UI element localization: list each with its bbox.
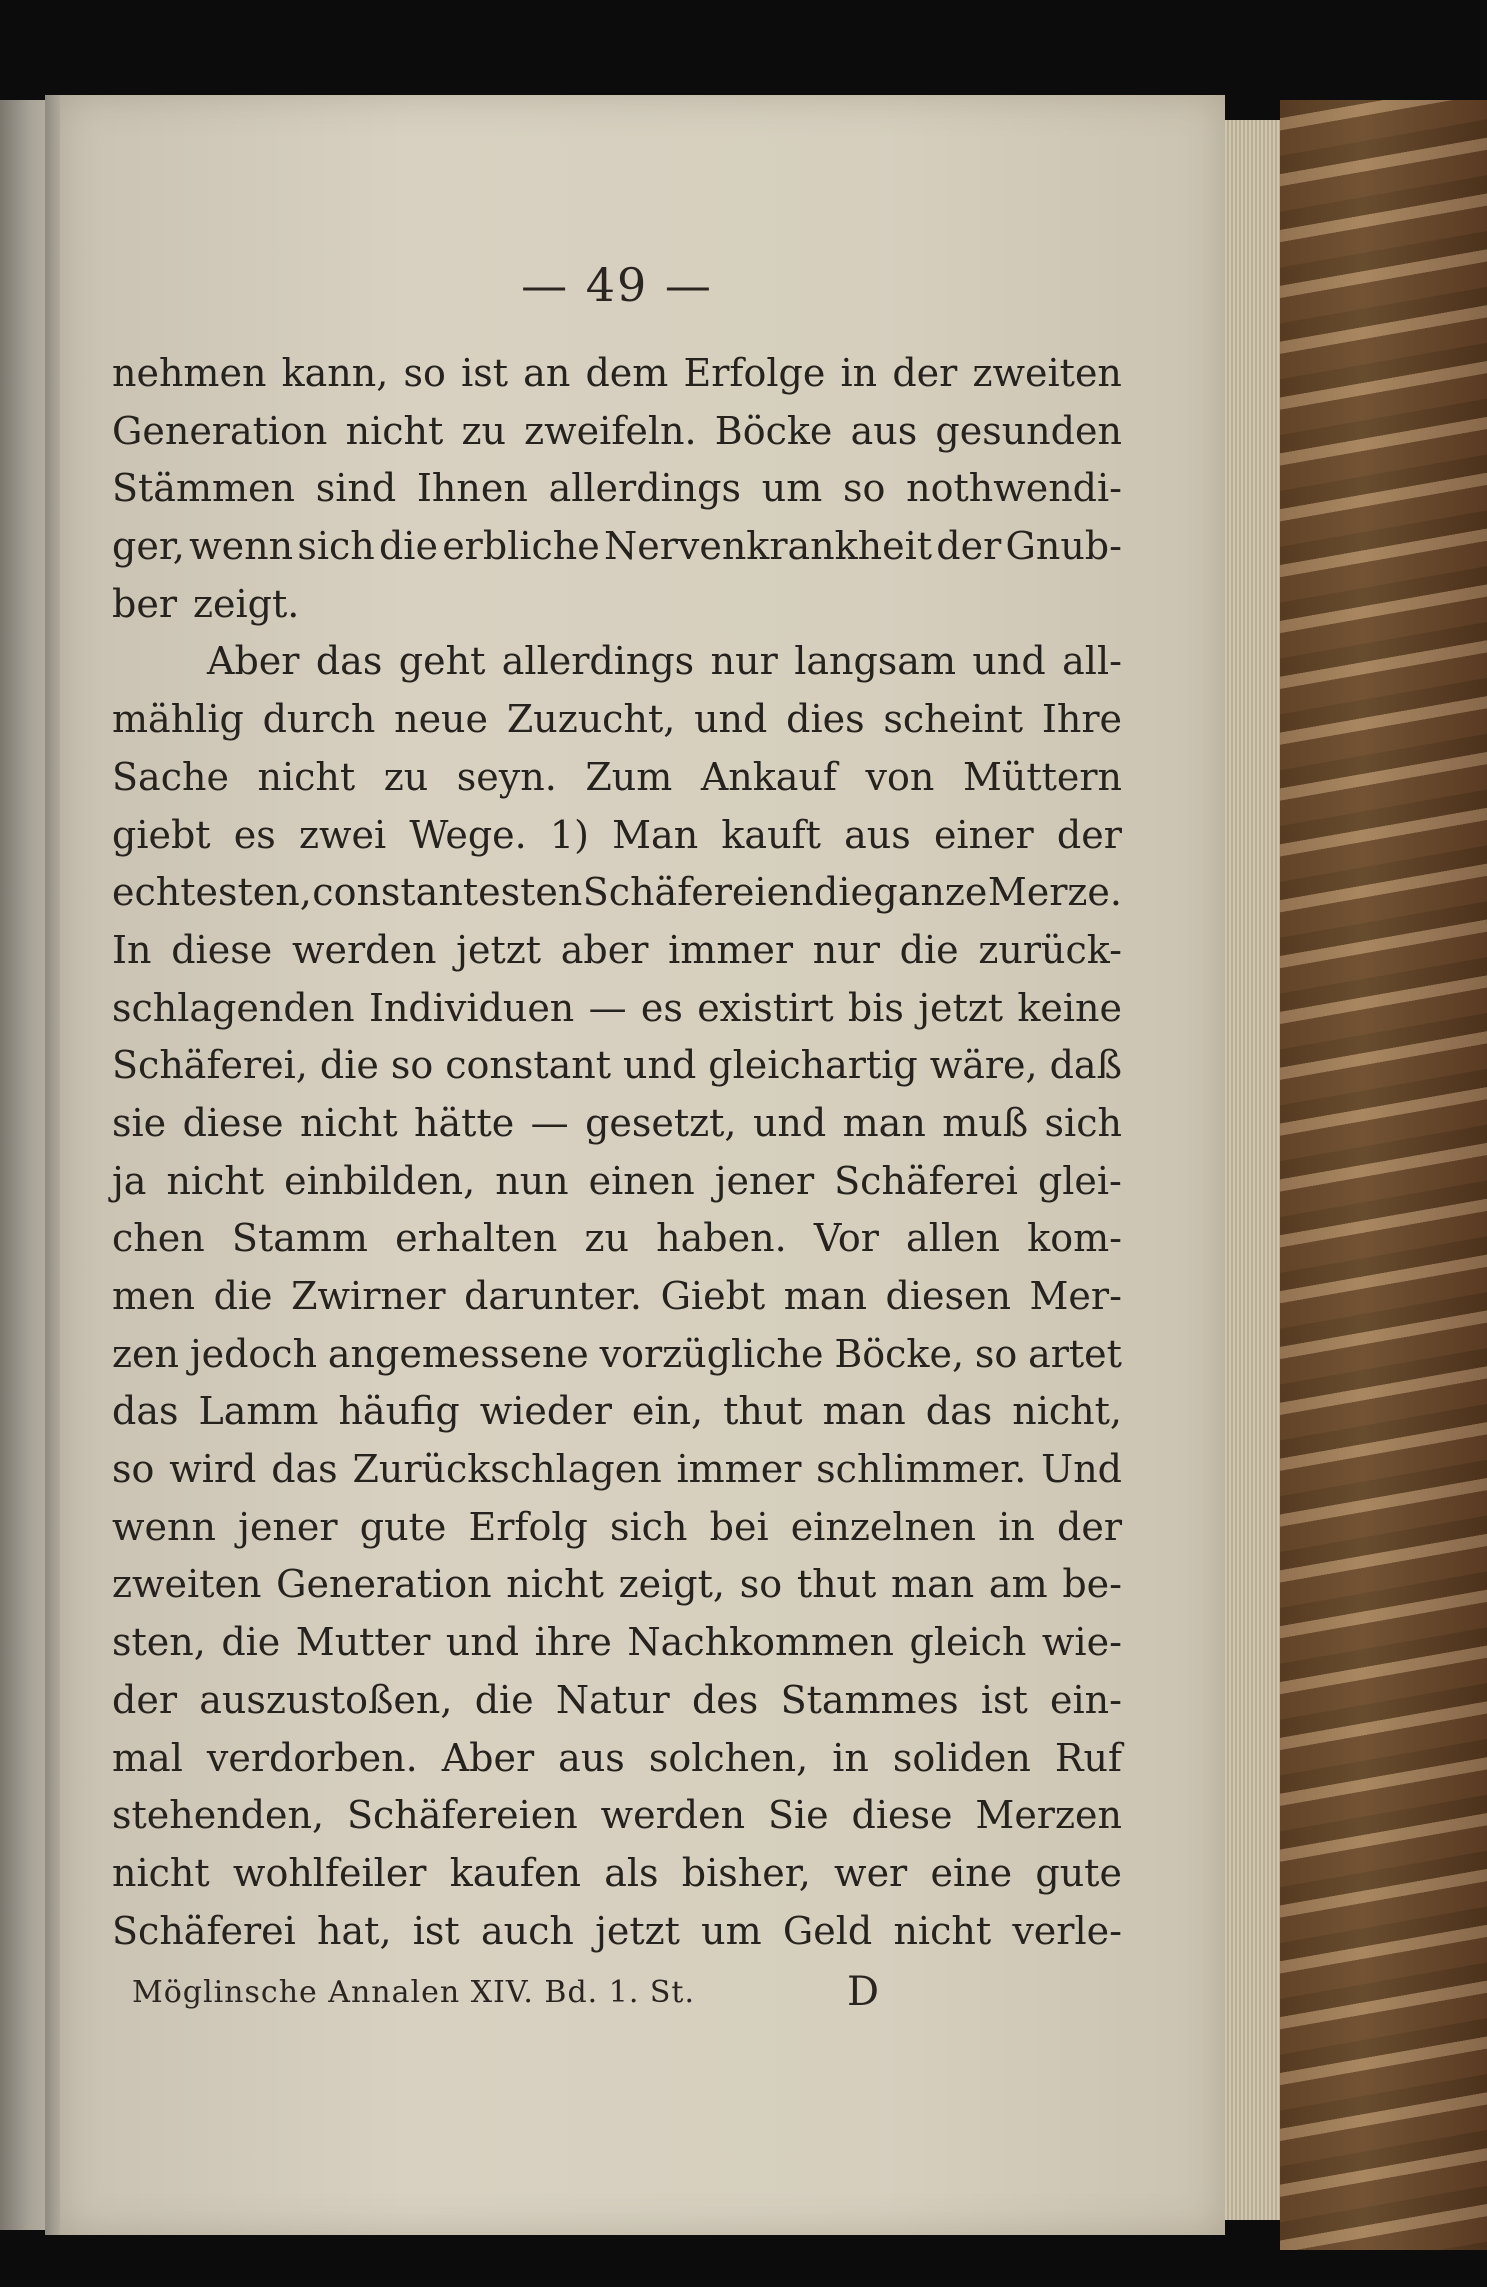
word: Erfolg — [468, 1504, 588, 1549]
word: Generation — [276, 1562, 492, 1607]
word: bisher, — [681, 1850, 811, 1895]
word: zu — [383, 754, 429, 799]
word: jetzt — [595, 1908, 680, 1953]
word: Schäferei — [834, 1158, 1018, 1203]
word: und — [752, 1100, 827, 1145]
word: kann, — [281, 351, 389, 395]
sheet-signature-mark: D — [847, 1969, 880, 2015]
word: und — [623, 1043, 697, 1088]
word: glei- — [1037, 1158, 1122, 1203]
text-line — [112, 1787, 1122, 1845]
word: die — [213, 1274, 273, 1318]
word: Merze. — [987, 870, 1122, 915]
text-line — [112, 460, 1122, 518]
word: gesetzt, — [585, 1100, 737, 1145]
signature-line: Möglinsche Annalen XIV. Bd. 1. St. — [132, 1975, 696, 2010]
word: einen — [588, 1158, 695, 1203]
word: in — [840, 351, 878, 395]
word: häufig — [338, 1389, 460, 1434]
word: nicht — [112, 1850, 210, 1895]
word: echtesten, — [112, 870, 312, 915]
word: thut — [723, 1389, 803, 1434]
text-line — [112, 1326, 1122, 1384]
word: der — [892, 351, 958, 395]
word: daß — [1049, 1043, 1122, 1088]
word: stehenden, — [112, 1793, 325, 1838]
word: Ihre — [1041, 697, 1122, 742]
word: so — [842, 466, 886, 511]
word: nicht — [166, 1158, 265, 1203]
word: Generation — [112, 408, 328, 453]
text-line — [112, 1268, 1122, 1326]
word: zeigt, — [618, 1562, 725, 1607]
word: es — [640, 985, 683, 1030]
word: solchen, — [648, 1735, 809, 1780]
word: nothwendi- — [906, 466, 1122, 511]
word: die — [221, 1620, 281, 1665]
word: Natur — [555, 1677, 670, 1722]
word: ihre — [534, 1620, 612, 1665]
word: sich — [610, 1504, 688, 1549]
word: Zwirner — [291, 1274, 446, 1318]
word: einer — [933, 812, 1034, 857]
word: diese — [851, 1793, 953, 1838]
text-line — [112, 1672, 1122, 1730]
body-text — [112, 345, 1122, 1960]
word: nehmen — [112, 351, 267, 395]
text-line — [112, 633, 1122, 691]
word: allerdings — [548, 466, 741, 511]
word: wird — [169, 1447, 257, 1492]
word: all- — [1062, 639, 1122, 684]
word: allen — [906, 1216, 1000, 1261]
word: Schäfereien — [346, 1793, 578, 1838]
word: als — [604, 1850, 659, 1895]
word: geht — [398, 639, 486, 684]
word: Aber — [207, 639, 300, 684]
word: aus — [850, 408, 918, 453]
text-line — [112, 691, 1122, 749]
word: so — [390, 1043, 434, 1088]
word: auch — [480, 1908, 574, 1953]
word: Nachkommen — [627, 1620, 895, 1665]
word: sich — [297, 524, 375, 569]
word: scheint — [883, 697, 1024, 742]
word: zeigt. — [192, 581, 300, 626]
word: Schäferei, — [112, 1043, 308, 1088]
word: bis — [847, 985, 904, 1030]
word: hätte — [414, 1100, 515, 1145]
word: Ankauf — [700, 754, 837, 799]
word: der — [1057, 1504, 1122, 1549]
word: Böcke, — [834, 1331, 965, 1376]
word: artet — [1028, 1331, 1122, 1376]
text-line — [112, 1037, 1122, 1095]
word: nun — [495, 1158, 569, 1203]
word: wohlfeiler — [232, 1850, 427, 1895]
word: das — [271, 1447, 338, 1492]
word: kaufen — [449, 1850, 581, 1895]
word: men — [112, 1274, 195, 1318]
text-line — [112, 1556, 1122, 1614]
word: wäre, — [929, 1043, 1038, 1088]
word: 1) — [549, 812, 589, 857]
word: zu — [461, 408, 506, 453]
word: erbliche — [442, 524, 600, 569]
word: eine — [930, 1850, 1013, 1895]
word: Schäferei — [112, 1908, 296, 1953]
word: neue — [394, 697, 489, 742]
text-line — [112, 922, 1122, 980]
word: zu — [584, 1216, 629, 1261]
word: immer — [668, 927, 794, 972]
word: Lamm — [198, 1389, 319, 1434]
word: zurück- — [978, 927, 1122, 972]
word: am — [988, 1562, 1048, 1607]
word: thut — [796, 1562, 877, 1607]
word: die — [378, 524, 438, 569]
word: gesunden — [935, 408, 1122, 453]
word: nicht — [345, 408, 444, 453]
word: einzelnen — [790, 1504, 976, 1549]
word: Stammes — [780, 1677, 959, 1722]
word: zweifeln. — [524, 408, 697, 453]
text-line — [112, 1383, 1122, 1441]
text-line — [112, 1499, 1122, 1557]
text-line — [112, 576, 1122, 634]
word: giebt — [112, 812, 211, 857]
word: das — [925, 1389, 993, 1434]
word: jetzt — [918, 985, 1004, 1030]
word: an — [523, 351, 571, 395]
word: werden — [600, 1793, 746, 1838]
word: man — [842, 1100, 926, 1145]
word: durch — [262, 697, 376, 742]
page-stack-edge — [1225, 120, 1280, 2220]
word: Ihnen — [416, 466, 528, 511]
word: ist — [980, 1677, 1028, 1722]
word: haben. — [656, 1216, 787, 1261]
word: sind — [315, 466, 397, 511]
word: Zuzucht, — [506, 697, 676, 742]
word: wieder — [479, 1389, 612, 1434]
word: Individuen — [368, 985, 575, 1030]
text-line — [112, 1730, 1122, 1788]
word: kom- — [1027, 1216, 1122, 1261]
word: Gnub- — [1005, 524, 1122, 569]
word: aus — [558, 1735, 625, 1780]
word: Sache — [112, 754, 229, 799]
word: von — [865, 754, 935, 799]
word: — — [530, 1100, 569, 1145]
text-line — [112, 1153, 1122, 1211]
word: ein, — [631, 1389, 704, 1434]
word: der — [936, 524, 1002, 569]
word: darunter. — [464, 1274, 642, 1318]
word: immer — [676, 1447, 802, 1492]
word: um — [761, 466, 823, 511]
word: Vor — [813, 1216, 879, 1261]
word: Man — [612, 812, 699, 857]
word: Stämmen — [112, 466, 295, 511]
word: man — [822, 1389, 906, 1434]
word: Nervenkrankheit — [603, 524, 933, 569]
word: Erfolge — [683, 351, 826, 395]
word: verle- — [1012, 1908, 1122, 1953]
word: Und — [1041, 1447, 1122, 1492]
word: wer — [834, 1850, 908, 1895]
word: muß — [942, 1100, 1029, 1145]
text-line — [112, 403, 1122, 461]
word: sten, — [112, 1620, 206, 1665]
text-line — [112, 1095, 1122, 1153]
word: In — [112, 927, 152, 972]
word: werden — [291, 927, 437, 972]
word: Ruf — [1054, 1735, 1122, 1780]
word: der — [1056, 812, 1122, 857]
word: Merzen — [975, 1793, 1122, 1838]
text-line — [112, 980, 1122, 1038]
word: so — [403, 351, 446, 395]
text-line — [112, 1903, 1122, 1961]
page-number: — 49 — — [521, 258, 713, 312]
word: constantesten — [312, 870, 583, 915]
word: aus — [844, 812, 911, 857]
word: Sie — [767, 1793, 829, 1838]
word: es — [233, 812, 276, 857]
word: ber — [112, 581, 177, 626]
word: jener — [714, 1158, 815, 1203]
word: aber — [560, 927, 649, 972]
word: Müttern — [962, 754, 1122, 799]
word: die — [474, 1677, 534, 1722]
text-line — [112, 1210, 1122, 1268]
word: ja — [112, 1158, 147, 1203]
word: und — [972, 639, 1046, 684]
word: zweiten — [112, 1562, 262, 1607]
word: die — [813, 870, 873, 915]
word: dem — [585, 351, 669, 395]
word: constant — [445, 1043, 612, 1088]
word: wie- — [1041, 1620, 1122, 1665]
word: vorzügliche — [599, 1331, 824, 1376]
word: diesen — [885, 1274, 1011, 1318]
word: gleichartig — [708, 1043, 918, 1088]
word: chen — [112, 1216, 205, 1261]
word: Zum — [585, 754, 673, 799]
word: diese — [182, 1100, 284, 1145]
word: ger, — [112, 524, 185, 569]
word: hat, — [317, 1908, 392, 1953]
word: Giebt — [660, 1274, 766, 1318]
text-line — [112, 518, 1122, 576]
word: gleich — [909, 1620, 1027, 1665]
word: gute — [1035, 1850, 1122, 1895]
word: die — [319, 1043, 379, 1088]
word: des — [691, 1677, 759, 1722]
text-line — [112, 1845, 1122, 1903]
word: Böcke — [714, 408, 833, 453]
word: sie — [112, 1100, 167, 1145]
word: zwei — [298, 812, 387, 857]
word: bei — [709, 1504, 769, 1549]
word: nicht — [299, 1100, 398, 1145]
page-footer — [112, 1969, 1122, 2030]
word: gute — [359, 1504, 447, 1549]
word: angemessene — [327, 1331, 589, 1376]
word: verdorben. — [206, 1735, 418, 1780]
word: Mutter — [295, 1620, 431, 1665]
word: ist — [461, 351, 508, 395]
word: nicht, — [1012, 1389, 1122, 1434]
word: nur — [710, 639, 778, 684]
book-cover-edge — [1280, 100, 1487, 2250]
word: schlagenden — [112, 985, 355, 1030]
word: jetzt — [456, 927, 542, 972]
word: und — [694, 697, 768, 742]
word: erhalten — [395, 1216, 558, 1261]
word: Aber — [441, 1735, 535, 1780]
word: Zurückschlagen — [352, 1447, 662, 1492]
left-page-edge — [0, 100, 50, 2230]
word: dies — [786, 697, 865, 742]
word: kauft — [721, 812, 821, 857]
word: be- — [1062, 1562, 1122, 1607]
word: diese — [171, 927, 273, 972]
text-line — [112, 345, 1122, 403]
word: nicht — [506, 1562, 604, 1607]
text-line — [112, 1614, 1122, 1672]
word: langsam — [794, 639, 956, 684]
text-line — [112, 749, 1122, 807]
word: mal — [112, 1735, 183, 1780]
word: Wege. — [409, 812, 527, 857]
word: Geld — [782, 1908, 873, 1953]
word: existirt — [697, 985, 834, 1030]
word: in — [998, 1504, 1035, 1549]
text-line — [112, 1441, 1122, 1499]
word: wenn — [189, 524, 294, 569]
word: man — [891, 1562, 975, 1607]
word: jedoch — [189, 1331, 318, 1376]
word: so — [739, 1562, 783, 1607]
text-line — [112, 807, 1122, 865]
word: ganze — [873, 870, 988, 915]
word: einbilden, — [284, 1158, 476, 1203]
word: auszustoßen, — [199, 1677, 453, 1722]
word: zweiten — [972, 351, 1122, 395]
word: nicht — [893, 1908, 992, 1953]
word: man — [783, 1274, 867, 1318]
word: — — [588, 985, 627, 1030]
word: ist — [412, 1908, 460, 1953]
word: ein- — [1050, 1677, 1122, 1722]
word: um — [701, 1908, 762, 1953]
word: zen — [112, 1331, 179, 1376]
word: sich — [1044, 1100, 1122, 1145]
word: die — [899, 927, 959, 972]
word: und — [445, 1620, 520, 1665]
word: Stamm — [231, 1216, 368, 1261]
word: schlimmer. — [816, 1447, 1027, 1492]
word: das — [315, 639, 383, 684]
word: in — [832, 1735, 869, 1780]
word: so — [974, 1331, 1018, 1376]
word: mählig — [112, 697, 244, 742]
word: jener — [238, 1504, 338, 1549]
word: keine — [1017, 985, 1122, 1030]
word: seyn. — [456, 754, 557, 799]
word: das — [112, 1389, 179, 1434]
word: so — [112, 1447, 155, 1492]
word: Mer- — [1029, 1274, 1122, 1318]
word: nicht — [257, 754, 356, 799]
word: soliden — [892, 1735, 1031, 1780]
word: allerdings — [501, 639, 695, 684]
text-line — [112, 864, 1122, 922]
word: nur — [812, 927, 880, 972]
word: Schäfereien — [582, 870, 814, 915]
word: wenn — [112, 1504, 216, 1549]
word: der — [112, 1677, 177, 1722]
